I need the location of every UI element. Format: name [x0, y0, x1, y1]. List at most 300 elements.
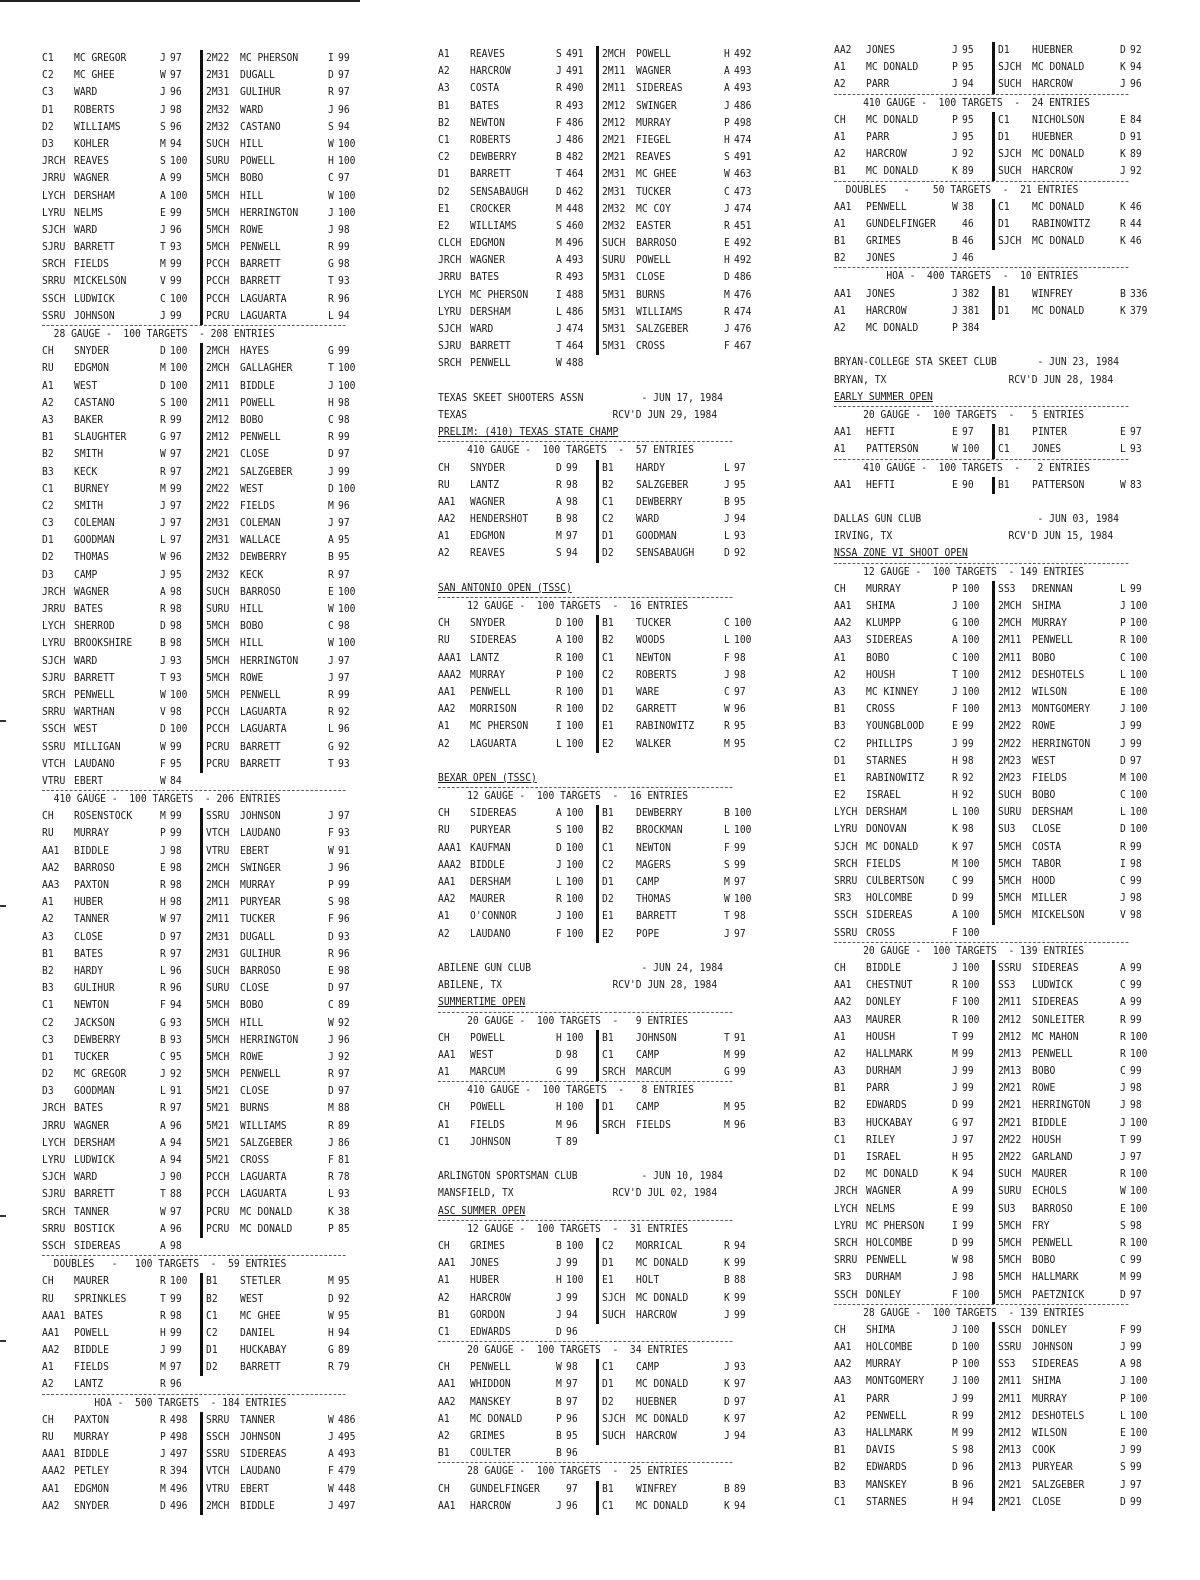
shooter-initial: A	[556, 254, 562, 267]
event-header: HOA - 500 TARGETS - 184 ENTRIES	[42, 1394, 346, 1412]
score: 100	[962, 909, 980, 922]
column-divider	[596, 80, 599, 97]
class-code: 2M23	[998, 754, 1022, 767]
shooter-initial: M	[556, 237, 562, 250]
shooter-name: BOBO	[240, 999, 264, 1012]
column-divider	[200, 1273, 203, 1290]
class-code: D2	[42, 1068, 54, 1081]
score: 99	[566, 1291, 578, 1304]
shooter-initial: K	[724, 1499, 730, 1512]
class-code: JRRU	[42, 172, 66, 185]
shooter-initial: W	[1120, 1185, 1126, 1198]
event-header: 20 GAUGE - 100 TARGETS - 34 ENTRIES	[438, 1341, 732, 1359]
shooter-initial: J	[556, 910, 562, 923]
shooter-name: POPE	[636, 927, 660, 940]
class-code: B1	[834, 1082, 846, 1095]
shooter-name: EDWARDS	[470, 1325, 511, 1338]
score: 99	[734, 1257, 746, 1270]
result-row	[834, 856, 1154, 873]
shooter-name: MC GREGOR	[74, 1068, 127, 1081]
class-code: A2	[438, 737, 450, 750]
shoot-title: NSSA ZONE VI SHOOT OPEN	[834, 547, 968, 560]
shooter-name: HENDERSHOT	[470, 513, 529, 526]
shooter-initial: R	[328, 688, 334, 701]
shooter-initial: A	[556, 495, 562, 508]
class-code: 2M21	[998, 1116, 1022, 1129]
class-code: 5MCH	[206, 189, 230, 202]
shooter-initial: M	[556, 1118, 562, 1131]
score: 97	[962, 1116, 974, 1129]
shooter-initial: C	[1120, 875, 1126, 887]
class-code: AA1	[438, 685, 456, 698]
result-row	[438, 287, 758, 304]
shooter-initial: P	[952, 1358, 958, 1371]
column-divider	[596, 218, 599, 235]
shooter-initial: B	[556, 151, 562, 164]
shooter-name: EBERT	[240, 844, 270, 857]
score: 96	[170, 1222, 182, 1235]
result-row	[834, 1235, 1154, 1252]
class-code: D2	[834, 1168, 846, 1181]
shooter-initial: W	[160, 740, 166, 753]
shooter-name: O'CONNOR	[470, 910, 517, 923]
shooter-name: LANTZ	[470, 651, 500, 664]
class-code: 2MCH	[206, 1499, 230, 1512]
score: 100	[566, 858, 584, 871]
score: 96	[566, 1325, 578, 1338]
shooter-initial: E	[1120, 1202, 1126, 1215]
class-code: AA2	[834, 996, 852, 1009]
class-code: B1	[602, 807, 614, 820]
shooter-name: RILEY	[866, 1133, 896, 1146]
column-divider	[200, 1083, 203, 1100]
shooter-initial: J	[1120, 1375, 1126, 1388]
column-divider	[200, 188, 203, 205]
class-code: A1	[42, 1361, 54, 1374]
result-row	[42, 963, 372, 980]
class-code: B2	[602, 824, 614, 837]
result-row	[42, 481, 372, 498]
shooter-initial: C	[328, 620, 334, 633]
shooter-name: MURRAY	[866, 1358, 901, 1371]
shooter-name: BARROSO	[240, 964, 281, 977]
class-code: D1	[206, 1344, 218, 1357]
shooter-initial: R	[556, 651, 562, 664]
class-code: 2M21	[602, 151, 626, 164]
shooter-name: HARCROW	[866, 304, 907, 317]
class-code: 2MCH	[998, 617, 1022, 630]
shooter-name: LANTZ	[74, 1378, 104, 1391]
shooter-name: PATTERSON	[1032, 478, 1085, 491]
shooter-name: MURRAY	[470, 668, 505, 681]
shooter-initial: R	[556, 893, 562, 906]
shooter-initial: T	[160, 671, 166, 684]
shooter-initial: H	[952, 754, 958, 767]
shooter-name: PENWELL	[240, 1068, 281, 1081]
result-row	[834, 424, 1154, 441]
column-divider	[596, 149, 599, 166]
shooter-name: WILLIAMS	[74, 120, 121, 133]
score: 95	[962, 130, 974, 143]
shooter-initial: K	[724, 1257, 730, 1270]
class-code: 2M31	[602, 185, 626, 198]
column-divider	[200, 1169, 203, 1186]
score: 97	[962, 426, 974, 439]
class-code: CH	[42, 345, 54, 358]
shooter-initial: C	[952, 875, 958, 887]
class-code: AAA1	[438, 651, 462, 664]
class-code: SSRU	[206, 810, 230, 823]
score: 100	[1130, 685, 1148, 698]
score: 97	[734, 461, 746, 474]
class-code: B2	[834, 252, 846, 265]
score: 97	[338, 982, 350, 995]
shooter-initial: S	[160, 120, 166, 133]
column-divider	[992, 1029, 995, 1046]
score: 100	[170, 379, 188, 392]
score: 99	[962, 1185, 974, 1198]
class-code: 5MCH	[998, 1254, 1022, 1267]
shooter-name: BARRETT	[240, 275, 281, 288]
shooter-name: DERSHAM	[470, 305, 511, 318]
shooter-name: MAGERS	[636, 858, 671, 871]
margin-mark	[0, 905, 6, 907]
class-code: 5MCH	[998, 1271, 1022, 1284]
column-divider	[200, 721, 203, 738]
class-code: 5MCH	[206, 999, 230, 1012]
class-code: SSCH	[998, 1323, 1022, 1336]
shooter-name: COLEMAN	[74, 517, 115, 530]
result-row	[42, 653, 372, 670]
column-divider	[200, 1308, 203, 1325]
shooter-name: MC GHEE	[636, 168, 677, 181]
column-divider	[992, 1269, 995, 1286]
column-divider	[992, 1235, 995, 1252]
score: 99	[1130, 875, 1142, 887]
result-row	[834, 286, 1154, 303]
column-divider	[992, 1149, 995, 1166]
shooter-name: MICKELSON	[74, 275, 127, 288]
shooter-name: PATTERSON	[866, 443, 919, 456]
result-row	[438, 1099, 758, 1116]
shooter-initial: C	[1120, 979, 1126, 992]
column-divider	[596, 477, 599, 494]
score: 96	[170, 982, 182, 995]
shooter-initial: P	[952, 322, 958, 334]
class-code: 5M31	[602, 288, 626, 301]
shooter-name: ECHOLS	[1032, 1185, 1067, 1198]
shooter-name: SIDEREAS	[636, 82, 683, 95]
score: 99	[962, 1392, 974, 1405]
column-divider	[200, 687, 203, 704]
shooter-initial: G	[160, 431, 166, 444]
score: 99	[1130, 1254, 1142, 1267]
class-code: C2	[206, 1326, 218, 1339]
score: 99	[338, 879, 350, 891]
score: 98	[566, 513, 578, 526]
column-divider	[200, 670, 203, 687]
shooter-initial: D	[328, 1292, 334, 1305]
column-divider	[992, 1322, 995, 1339]
score: 100	[566, 910, 584, 923]
shooter-initial: D	[556, 185, 562, 198]
column-divider	[596, 287, 599, 304]
class-code: A2	[438, 1430, 450, 1442]
result-row	[42, 1204, 372, 1221]
class-code: AA3	[834, 634, 852, 647]
class-code: 2M12	[998, 1427, 1022, 1439]
shooter-name: BIDDLE	[240, 379, 275, 392]
column-divider	[992, 736, 995, 753]
result-row	[834, 1494, 1154, 1511]
shooter-initial: D	[160, 620, 166, 633]
column-divider	[200, 584, 203, 601]
result-row	[834, 1218, 1154, 1235]
club-info: TEXAS SKEET SHOOTERS ASSN - JUN 17, 1984	[438, 391, 723, 404]
column-divider	[200, 1186, 203, 1203]
score: 100	[962, 634, 980, 647]
score: 100	[1130, 823, 1148, 836]
shooter-name: MURRAY	[240, 879, 275, 891]
score: 99	[962, 1099, 974, 1112]
score: 100	[566, 720, 584, 733]
shooter-initial: B	[952, 1478, 958, 1491]
shooter-name: SHERROD	[74, 620, 115, 633]
result-row	[834, 1115, 1154, 1132]
shooter-initial: F	[952, 926, 958, 939]
result-row	[42, 1446, 372, 1463]
shooter-name: SPRINKLES	[74, 1292, 127, 1305]
class-code: AA1	[834, 600, 852, 612]
shooter-initial: S	[556, 547, 562, 560]
result-row	[42, 1152, 372, 1169]
class-code: E2	[834, 789, 846, 802]
score: 97	[734, 1412, 746, 1425]
result-row	[42, 1463, 372, 1480]
class-code: SJCH	[834, 840, 858, 853]
score: 97	[170, 448, 182, 461]
shooter-name: MC DONALD	[866, 1168, 919, 1181]
shooter-initial: M	[724, 1101, 730, 1114]
shooter-initial: C	[724, 617, 730, 630]
shooter-initial: W	[160, 551, 166, 564]
score: 474	[734, 305, 752, 318]
class-code: B1	[438, 99, 450, 112]
result-row	[438, 1481, 758, 1498]
score: 100	[1130, 668, 1148, 681]
result-row	[438, 1498, 758, 1515]
result-row	[42, 515, 372, 532]
result-row	[834, 146, 1154, 163]
shooter-initial: B	[556, 1447, 562, 1460]
shooter-initial: W	[160, 913, 166, 926]
class-code: C1	[602, 495, 614, 508]
column-divider	[200, 808, 203, 825]
shooter-name: BARRETT	[74, 241, 115, 254]
shooter-name: WINFREY	[1032, 287, 1073, 300]
column-divider	[596, 338, 599, 355]
shooter-initial: T	[724, 1031, 730, 1044]
column-divider	[200, 929, 203, 946]
class-code: A1	[834, 1030, 846, 1043]
column-divider	[596, 701, 599, 718]
shooter-initial: J	[952, 304, 958, 317]
shooter-name: HARCROW	[1032, 165, 1073, 178]
class-code: PCRU	[206, 309, 230, 322]
column-divider	[992, 1097, 995, 1114]
score: 95	[170, 568, 182, 581]
column-divider	[596, 908, 599, 925]
shooter-name: LAUDANO	[470, 927, 511, 940]
class-code: AA1	[438, 1499, 456, 1512]
score: 100	[566, 634, 584, 647]
result-row	[438, 338, 758, 355]
class-code: AAA1	[438, 841, 462, 854]
shooter-name: SALZGEBER	[240, 1136, 293, 1149]
score: 96	[338, 913, 350, 926]
shooter-name: PURYEAR	[240, 896, 281, 909]
score: 498	[734, 116, 752, 129]
result-row	[834, 1373, 1154, 1390]
class-code: 5MCH	[206, 1033, 230, 1046]
class-code: SUCH	[998, 1168, 1022, 1181]
class-code: B1	[602, 461, 614, 474]
column-divider	[596, 718, 599, 735]
shooter-initial: J	[724, 478, 730, 491]
class-code: SURU	[206, 603, 230, 615]
shooter-name: FIELDS	[866, 857, 901, 870]
column-divider	[596, 166, 599, 183]
score: 100	[566, 1239, 584, 1252]
column-divider	[596, 926, 599, 943]
shooter-name: HUBER	[470, 1274, 500, 1287]
shooter-initial: J	[952, 148, 958, 161]
shooter-name: SIDEREAS	[866, 909, 913, 922]
shooter-name: CHESTNUT	[866, 979, 913, 992]
shooter-initial: P	[1120, 617, 1126, 630]
column-divider	[992, 787, 995, 804]
shooter-name: CLOSE	[1032, 823, 1062, 836]
class-code: A1	[834, 130, 846, 143]
score: 100	[170, 292, 188, 305]
shooter-name: MC KINNEY	[866, 685, 919, 698]
score: 462	[566, 185, 584, 198]
result-row	[42, 412, 372, 429]
result-row	[438, 1134, 758, 1151]
shooter-initial: J	[328, 103, 334, 116]
score: 448	[566, 202, 584, 215]
shooter-initial: B	[160, 1033, 166, 1046]
shooter-initial: K	[1120, 61, 1126, 74]
shooter-name: PARR	[866, 1392, 890, 1405]
shooter-name: PAETZNICK	[1032, 1288, 1085, 1301]
score: 97	[734, 1395, 746, 1408]
score: 95	[566, 1430, 578, 1442]
score: 94	[338, 1326, 350, 1339]
shooter-name: JOHNSON	[636, 1031, 677, 1044]
score: 99	[1130, 1271, 1142, 1284]
score: 100	[1130, 600, 1148, 612]
shooter-initial: R	[160, 465, 166, 478]
result-row	[42, 1221, 372, 1238]
class-code: PCCH	[206, 1188, 230, 1201]
column-divider	[200, 481, 203, 498]
shooter-name: WARD	[74, 1171, 98, 1184]
shooter-initial: D	[1120, 754, 1126, 767]
column-divider	[596, 1394, 599, 1411]
shooter-name: REAVES	[636, 151, 671, 164]
score: 382	[962, 287, 980, 300]
score: 100	[566, 1031, 584, 1044]
shooter-name: BARRETT	[470, 168, 511, 181]
shooter-initial: K	[724, 1412, 730, 1425]
shooter-initial: D	[328, 69, 334, 82]
shooter-name: LAGUARTA	[240, 1188, 287, 1201]
shooter-name: WAGNER	[74, 172, 109, 185]
shooter-initial: W	[328, 1309, 334, 1322]
result-row	[42, 1100, 372, 1117]
shoot-title: ASC SUMMER OPEN	[438, 1204, 526, 1217]
shooter-initial: D	[328, 448, 334, 461]
score: 98	[962, 823, 974, 836]
score: 99	[734, 1048, 746, 1061]
result-row	[42, 170, 372, 187]
column-divider	[200, 1118, 203, 1135]
result-row	[834, 441, 1154, 458]
shooter-name: WARE	[636, 685, 660, 698]
shooter-name: DURHAM	[866, 1271, 901, 1284]
column-divider	[596, 235, 599, 252]
column-divider	[200, 756, 203, 773]
score: 99	[566, 1066, 578, 1079]
result-row	[438, 132, 758, 149]
class-code: SJRU	[42, 671, 66, 684]
score: 99	[170, 309, 182, 322]
class-code: E1	[602, 910, 614, 923]
score: 98	[170, 637, 182, 650]
column-divider	[992, 718, 995, 735]
class-code: 2M31	[206, 69, 230, 82]
shooter-initial: D	[724, 271, 730, 284]
shooter-name: GRIMES	[470, 1430, 505, 1442]
result-row	[42, 773, 372, 790]
class-code: B1	[998, 478, 1010, 491]
shooter-name: CAMP	[636, 876, 660, 888]
class-code: SJCH	[602, 1412, 626, 1425]
column-divider	[200, 1100, 203, 1117]
shooter-initial: W	[160, 448, 166, 461]
class-code: PCCH	[206, 1171, 230, 1184]
shooter-initial: T	[160, 241, 166, 254]
shooter-name: HARCROW	[470, 1291, 511, 1304]
column-divider	[992, 1459, 995, 1476]
shooter-initial: R	[328, 86, 334, 99]
shooter-name: HARCROW	[636, 1308, 677, 1321]
result-row	[42, 291, 372, 308]
result-row	[438, 1047, 758, 1064]
shooter-name: GORDON	[470, 1308, 505, 1321]
result-row	[42, 756, 372, 773]
class-code: B2	[834, 1461, 846, 1474]
score: 98	[170, 896, 182, 909]
shooter-initial: M	[160, 137, 166, 150]
shooter-name: BARRETT	[74, 1188, 115, 1201]
shooter-initial: J	[724, 1308, 730, 1321]
class-code: A2	[438, 65, 450, 78]
shooter-name: POWELL	[636, 254, 671, 267]
class-code: PCCH	[206, 275, 230, 288]
column-divider	[200, 308, 203, 325]
